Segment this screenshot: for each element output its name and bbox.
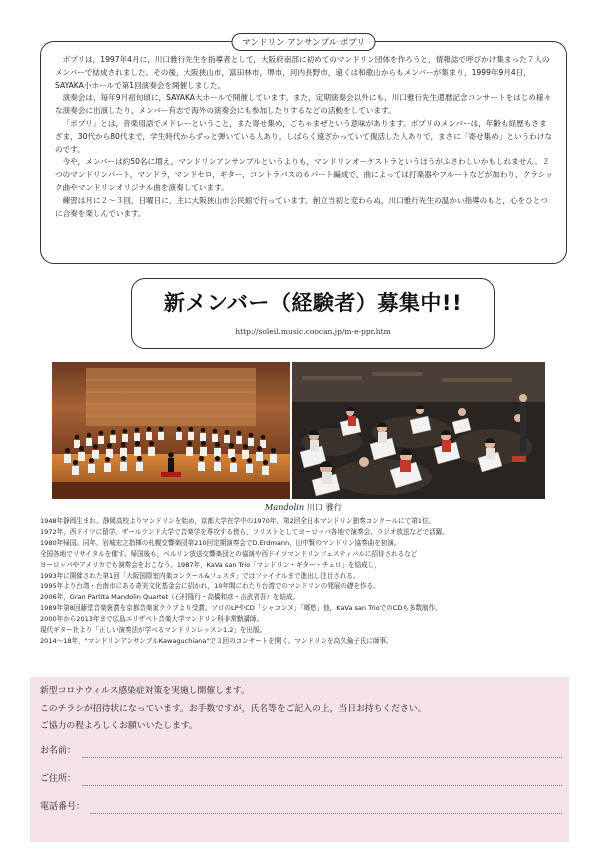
intro-paragraph-4: 今や，メンバーは約50名に増え，マンドリンアンサンブルというよりも，マンドリンオーケストラというほうがふさわしいかもしれません。２つのマンドリンパート，マンドラ，マンドセロ，ギター，コントラバスの６パート編成で，曲によっては打楽器やフルートなどが加わり，クラシック曲やマンドリンオリジナル曲を演奏しています。 <box>55 157 553 192</box>
phone-label: 電話番号： <box>40 802 86 812</box>
concert-stage-photo <box>52 362 290 499</box>
profile-line: 1989年第8回藤堂音楽褒賞を京都音楽家クラブより受賞。ソロのLPやCD「シャコンヌ」「郷愁」他，KaVa san TrioでのCDも多数制作。 <box>40 604 442 613</box>
conductor-name-en: Mandolin <box>264 502 305 512</box>
intro-paragraph-3: 「ポプリ」とは，音楽用語でメドレーということ，また寄せ集め，ごちゃまぜという意味があります。ポプリのメンバーは，年齢も経歴もさまざま，30代から80代まで，学生時代からずっと弾いている人あり，しばらく遠ざかっていて復活した人ありで，まさに「寄せ集め」というわけなのです。 <box>55 118 552 154</box>
phone-field[interactable] <box>90 813 562 814</box>
intro-paragraph-5: 練習は月に２～３回，日曜日に，主に大阪狭山市公民館で行っています。創立当初と変わらぬ，川口雅行先生の温かい指導のもと，心をひとつに合奏を楽しんでいます。 <box>55 195 548 218</box>
name-label: お名前： <box>40 746 77 756</box>
profile-line: 全国各地でリサイタルを催す。帰国後も，ベルリン放送交響楽団との協演や西ドイツマンドリンフェスティバルに招待されるなど <box>40 549 418 558</box>
rehearsal-photo <box>292 362 545 499</box>
profile-line: 現代ギター社より「正しい演奏法が学べるマンドリンレッスン1,2」を出版。 <box>40 626 267 635</box>
profile-line: 1948年静岡生まれ。静岡高校よりマンドリンを始め，京都大学在学中の1970年，第2回全日本マンドリン独奏コンクールにて第1位。 <box>40 517 436 525</box>
notice-line-2: このチラシが招待状になっています。お手数ですが，氏名等をご記入の上，当日お持ちください。 <box>40 703 427 714</box>
profile-line: 2006年，Gran Partita Mandolin Quartet（石村隆行・高橋和彦・吉武省吾）を結成。 <box>40 593 300 602</box>
profile-line: 1995年より台湾・台南市にある奇美文化基金会に招かれ，10年間にわたり台湾でのマンドリンの発展の礎を作る。 <box>40 582 380 591</box>
conductor-name <box>40 502 567 513</box>
address-field[interactable] <box>82 785 562 786</box>
profile-line: 1993年に開催された第1回「大阪国際室内楽コンクール&フェスタ」ではファイナルまで進出し注目される。 <box>40 571 360 580</box>
notice-line-3: ご協力の程よろしくお願いいたします。 <box>40 721 198 731</box>
rehearsal-illustration <box>292 362 545 499</box>
intro-paragraph-2: 演奏会は，毎年9月初旬頃に，SAYAKA大ホールで開催しています。また，定期演奏会以外にも，川口雅行先生還暦記念コンサートをはじめ様々な演奏会に出演したり，メンバー有志で海外の演奏会にも参加したりするなどの活動をしています。 <box>55 93 552 116</box>
conductor-name-jp: 川口 雅行 <box>306 502 343 512</box>
intro-paragraph-1: ポプリは，1997年4月に，川口雅行先生を指導者として，大阪府南部に初めてのマンドリン団体を作ろうと，情報誌で呼びかけ集まった７人のメンバーで結成されました。その後，大阪狭山市，富田林市，堺市，河内長野市，遠くは和歌山からもメンバーが集まり，1999年9月4日，SAYAKA小ホールで第1回演奏会を開催しました。 <box>55 55 550 90</box>
profile-line: 2000年から2013年まで広島エリザベト音楽大学マンドリン科非常勤講師。 <box>40 615 264 624</box>
recruit-title: 新メンバー（経験者）募集中!! <box>163 291 463 315</box>
profile-line: 1980年帰国。同年，岩城宏之指揮の札幌交響楽団第210回定期演奏会でD.Erdmann，田中賢のマンドリン協奏曲を初演。 <box>40 538 401 547</box>
stage-illustration <box>52 362 290 499</box>
profile-line: ヨーロッパやアメリカでも演奏会をおこなう。1987年，KaVa san Trio「マンドリン・ギター・チェロ」を結成し， <box>40 560 381 569</box>
recruit-url[interactable]: http://soleil.music.coocan.jp/m-e-ppr.htm <box>235 327 391 336</box>
recruit-box <box>131 278 495 349</box>
invitation-notice <box>30 677 569 842</box>
ensemble-title: マンドリン アンサンブル ポプリ <box>231 33 376 51</box>
address-label: ご住所： <box>40 774 77 784</box>
notice-line-1: 新型コロナウィルス感染症対策を実施し開催します。 <box>40 686 250 696</box>
notice-text <box>40 683 426 736</box>
intro-box <box>40 38 567 264</box>
name-field[interactable] <box>82 757 562 758</box>
conductor-profile <box>40 502 567 647</box>
profile-line: 1972年，西ドイツに留学。ザールランド大学で音楽学を専攻する傍ら，ソリストとしてヨーロッパ各地で演奏会，ラジオ放送などで活躍。 <box>40 527 449 536</box>
profile-line: 2014～18年，"マンドリンアンサンブルKawaguchiana"で３回のコンサートを開く。マンドリンを高久倫子氏に師事。 <box>40 636 393 645</box>
